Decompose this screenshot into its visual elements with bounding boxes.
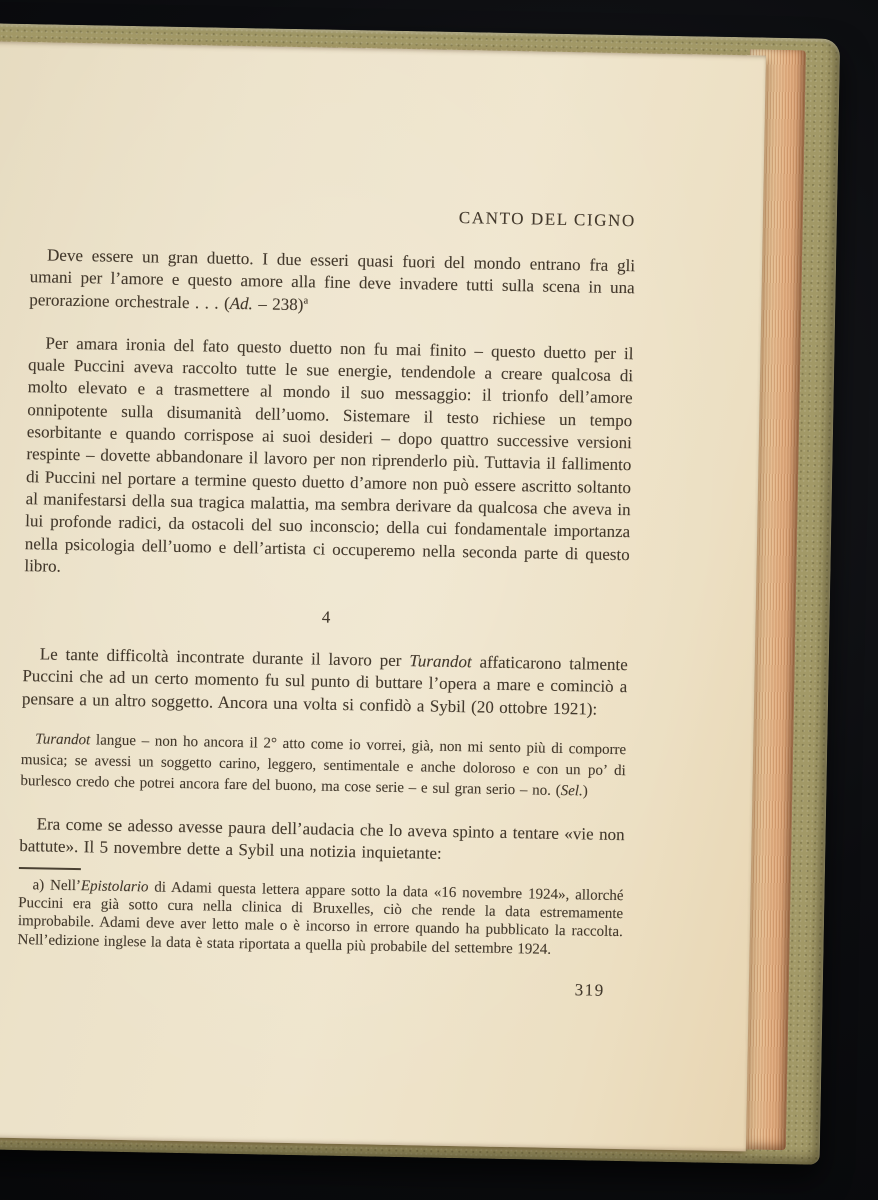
book [0,23,840,1164]
block-quote-letter-2: Turandot langue – non ho ancora il 2° atto come io vorrei, già, non mi sento più di comporre musica; se avessi un soggetto carino, leggero, sentimentale e anche doloroso e con un po’ di burlesco credo che potrei ancora fare del buono, ma cose serie – e sul gran serio – no. (Sel.) [20,731,627,800]
running-head: CANTO DEL CIGNO [458,208,637,231]
footnote: a) Nell’Epistolario di Adami questa lettera appare sotto la data «16 novembre 1924», allorché Puccini era già sotto cura nella clinica di Bruxelles, ciò che rende la data estremamente improbabile. Adami deve aver letto male o è incorso in errore quando ha pubblicato la raccolta. Nell’edizione inglese la data è stata riportata a quella più probabile del settembre 1924. [17,876,624,958]
section-number: 4 [321,607,331,627]
book-page [0,41,766,1151]
page-content [0,41,766,1151]
paragraph-1: Per amara ironia del fato questo duetto non fu mai finito – questo duetto per il quale Puccini aveva raccolto tutte le sue energie, tendendole a creare qualcosa di molto elevato e a trasmettere al mondo il suo messaggio: il trionfo dell’amore onnipotente sulla disumanità dell’uomo. Sistemare il testo richiese un tempo esorbitante e quando corrispose ai suoi desideri – dopo quattro successive versioni respinte – dovette abbandonare il lavoro per non riprenderlo più. Tuttavia il fallimento di Puccini nel portare a termine questo duetto d’amore non può essere ascritto soltanto al manifestarsi della sua tragica malattia, ma sembra derivare da qualcosa che aveva in lui profonde radici, da ostacoli del suo inconscio; della cui fondamentale importanza nella psicologia dell’uomo e dell’artista ci occuperemo nella seconda parte di questo libro. [24,333,634,576]
page-number: 319 [574,980,605,1001]
paragraph-3: Era come se adesso avesse paura dell’audacia che lo aveva spinto a tentare «vie non battute». Il 5 novembre dette a Sybil una notizia inquietante: [19,814,625,864]
paragraph-2: Le tante difficoltà incontrate durante il lavoro per Turandot affaticarono talmente Puccini che ad un certo momento fu sul punto di buttare l’opera a mare e cominciò a pensare a un altro soggetto. Ancora una volta si confidò a Sybil (20 ottobre 1921): [21,644,628,719]
block-quote-letter-1: Deve essere un gran duetto. I due esseri quasi fuori del mondo entrano fra gli umani per l’amore e questo amore alla fine deve invadere tutti sulla scena in una perorazione orchestrale . . . (Ad. – 238)$^a$ [29,245,636,314]
footnote-separator [19,867,81,870]
